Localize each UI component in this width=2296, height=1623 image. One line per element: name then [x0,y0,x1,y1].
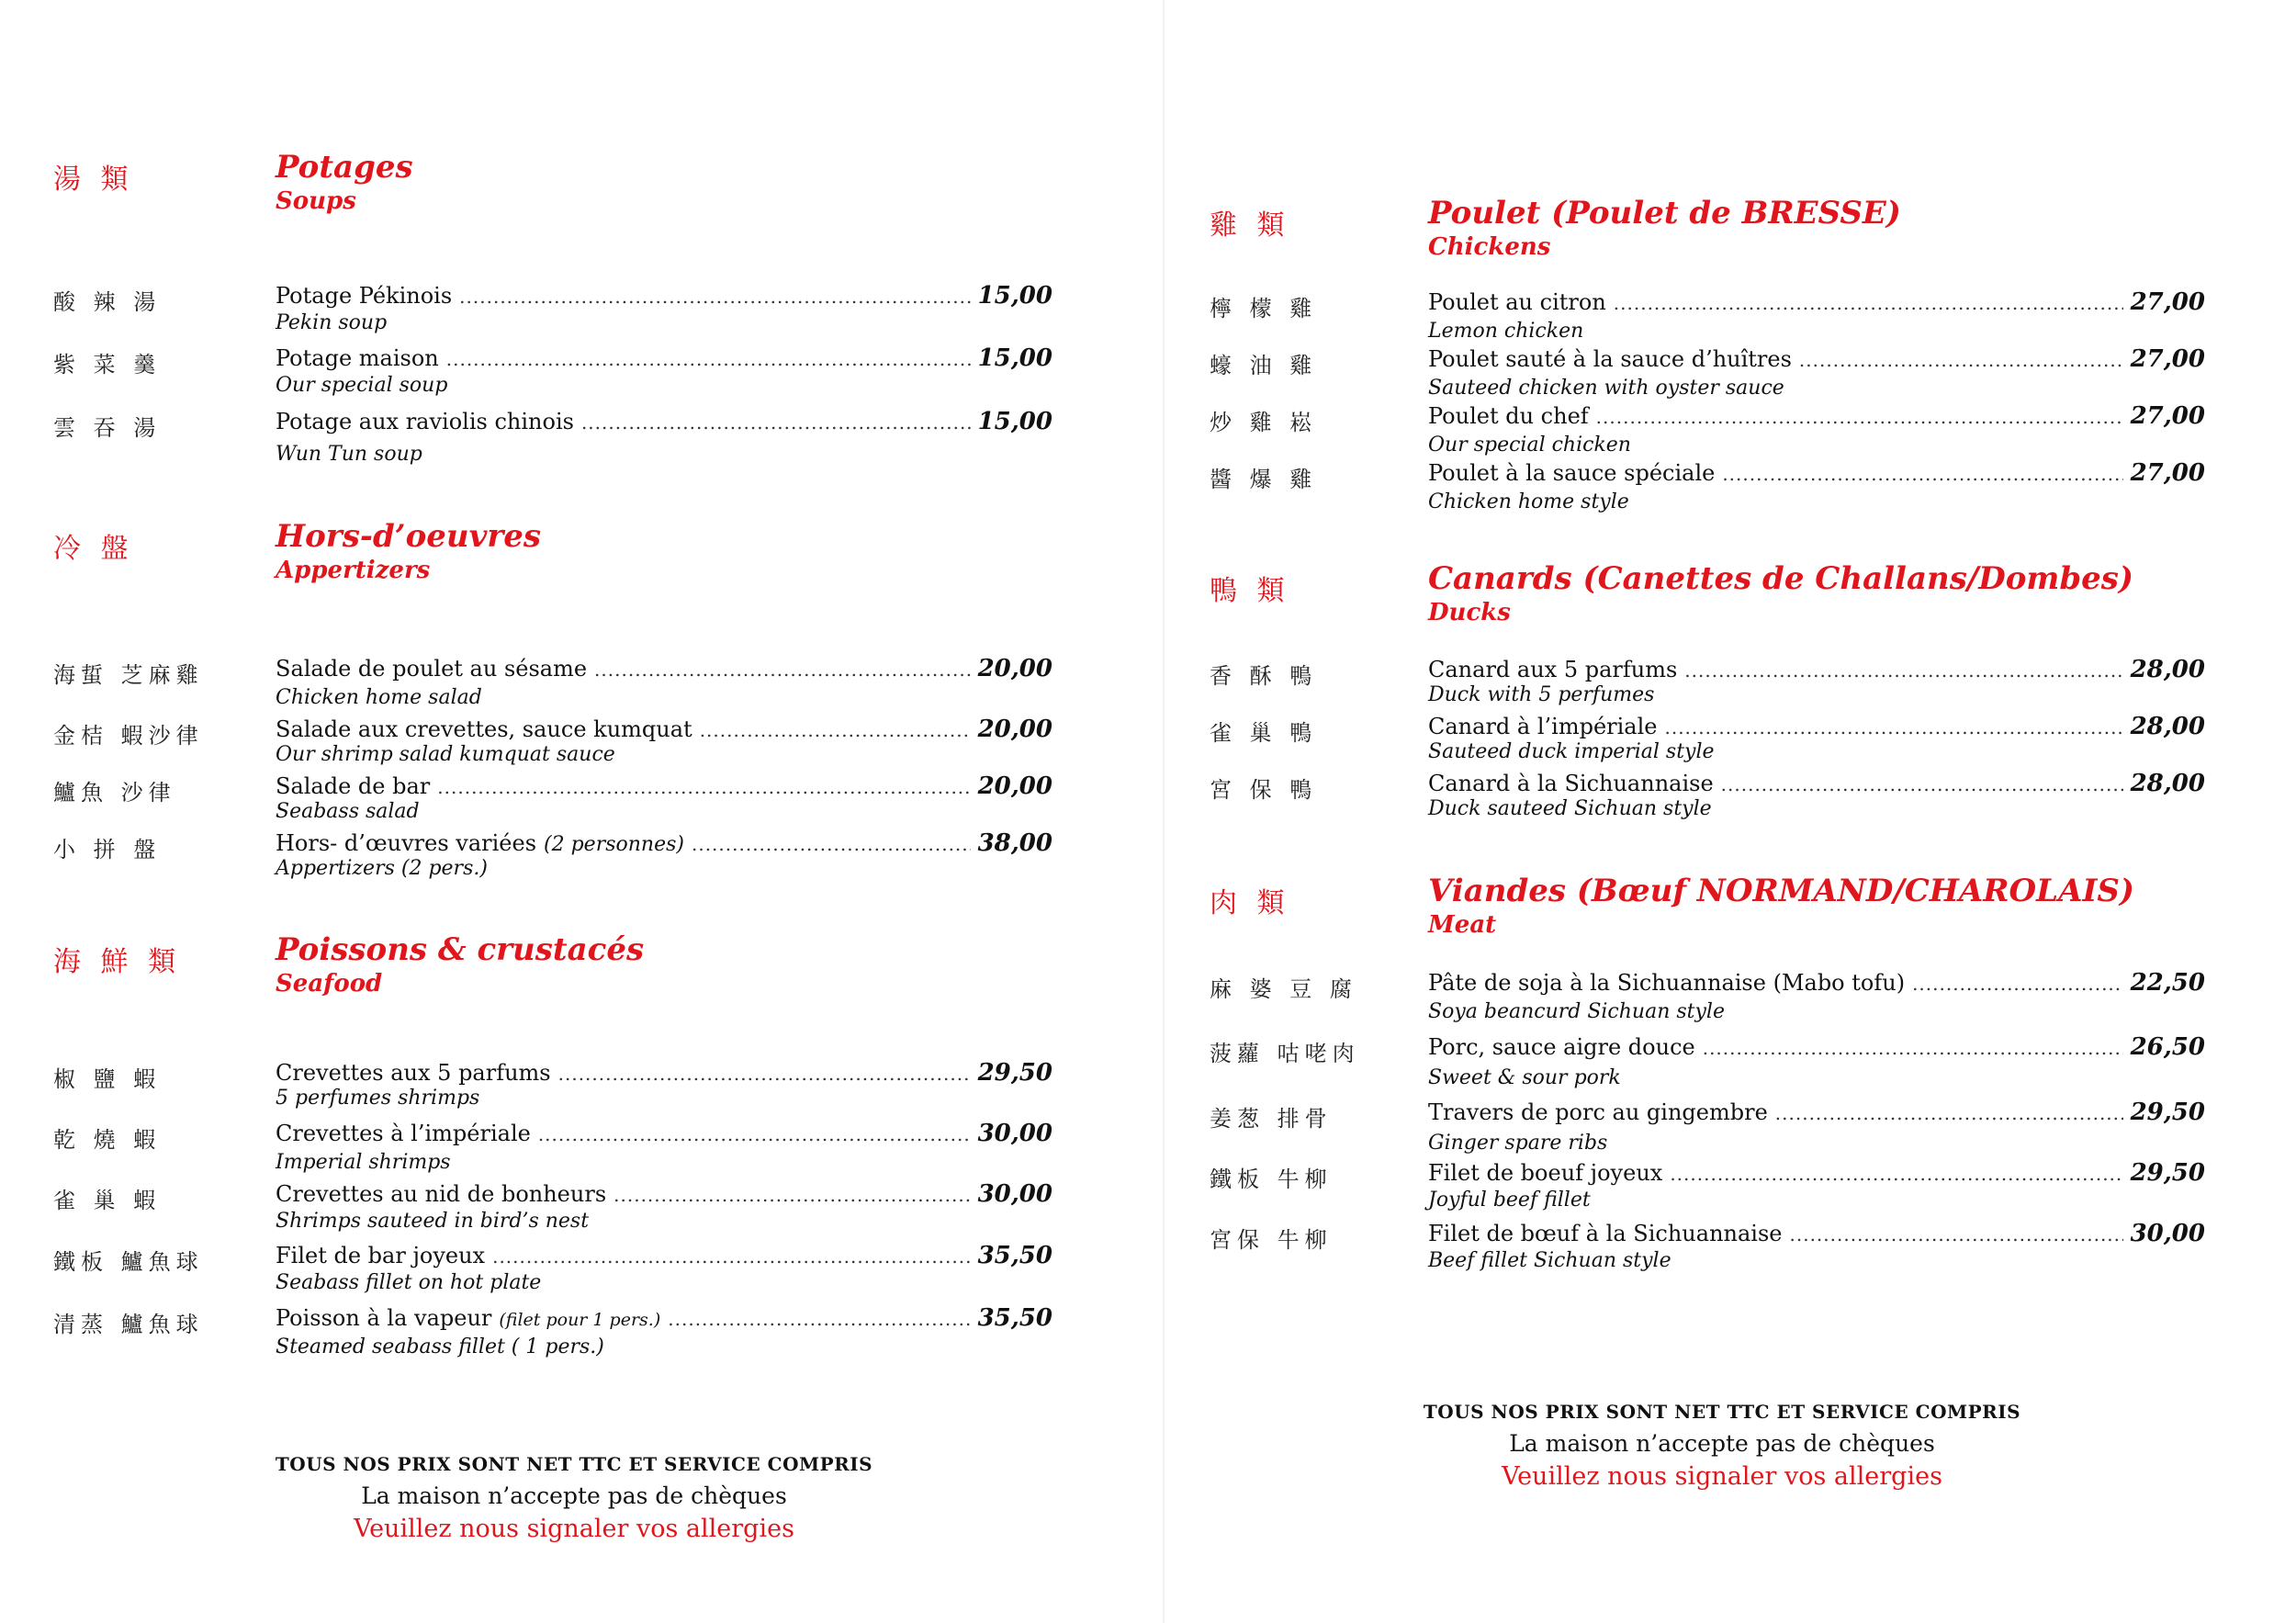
menu-footer [1148,1401,2296,1491]
menu-item [0,1242,1148,1304]
footer-prices-note: TOUS NOS PRIX SONT NET TTC ET SERVICE COMPRIS [275,1453,873,1475]
item-en: Imperial shrimps [276,1151,451,1174]
item-fr: Salade aux crevettes, sauce kumquat [276,716,692,742]
item-price: 28,00 [2130,656,2205,683]
item-en: Sweet & sour pork [1428,1066,1621,1089]
item-en: Seabass fillet on hot plate [276,1271,542,1294]
section-subtitle: Meat [1428,911,1497,939]
menu-item [0,716,1148,778]
leader-dots [459,286,970,308]
item-zh: 菠蘿 咕咾肉 [1210,1041,1360,1066]
menu-item [0,1180,1148,1243]
item-fr: Crevettes aux 5 parfums [276,1060,551,1086]
item-en: Our special chicken [1428,434,1631,456]
item-zh: 麻 婆 豆 腐 [1210,976,1357,1002]
item-fr: Poulet au citron [1428,289,1606,315]
item-price: 38,00 [977,829,1052,857]
item-fr: Poisson à la vapeur [276,1305,492,1331]
leader-dots [538,1123,971,1145]
menu-item [1148,656,2296,718]
item-fr: Potage Pékinois [276,283,453,309]
item-price: 29,50 [977,1059,1052,1087]
section-zh-title: 湯 類 [53,163,134,196]
menu-item [0,1059,1148,1121]
leader-dots [594,659,971,681]
menu-item [1148,713,2296,775]
leader-dots [1775,1102,2123,1124]
item-en: Chicken home style [1428,490,1629,513]
leader-dots [1614,292,2123,314]
item-zh: 酸 辣 湯 [53,289,162,315]
item-zh: 宮 保 鴨 [1210,777,1318,803]
item-fr: Poulet à la sauce spéciale [1428,460,1716,486]
item-price: 20,00 [977,655,1052,682]
leader-dots [1722,463,2122,485]
section-subtitle: Chickens [1428,233,1551,261]
leader-dots [1721,773,2123,795]
item-price: 27,00 [2130,402,2205,430]
section-zh-title: 海 鮮 類 [53,946,182,978]
section-title: Potages [276,149,413,186]
leader-dots [668,1308,970,1330]
section-subtitle: Ducks [1428,599,1511,626]
item-zh: 海蜇 芝麻雞 [53,662,204,688]
section-zh-title: 鴨 類 [1210,575,1290,607]
item-fr: Filet de boeuf joyeux [1428,1160,1663,1186]
section-title: Canards (Canettes de Challans/Dombes) [1428,560,2134,597]
item-zh: 鐵板 牛柳 [1210,1167,1333,1192]
item-zh: 醬 爆 雞 [1210,467,1318,492]
menu-item [0,829,1148,892]
item-fr: Pâte de soja à la Sichuannaise (Mabo tofu) [1428,970,1906,996]
item-price: 28,00 [2130,770,2205,797]
section-zh-title: 肉 類 [1210,887,1290,919]
item-en: Lemon chicken [1428,320,1584,343]
menu-item [0,772,1148,835]
item-en: Ginger spare ribs [1428,1132,1608,1155]
leader-dots [1670,1163,2122,1185]
item-en: Wun Tun soup [276,443,422,466]
item-price: 20,00 [977,772,1052,800]
menu-item [0,282,1148,344]
item-fr: Filet de bar joyeux [276,1243,486,1268]
item-price: 26,50 [2130,1033,2205,1061]
item-price: 15,00 [977,344,1052,372]
item-en: Soya beancurd Sichuan style [1428,1000,1725,1023]
item-en: 5 perfumes shrimps [276,1087,480,1110]
item-zh: 金桔 蝦沙律 [53,723,204,749]
section-subtitle: Seafood [276,970,383,997]
leader-dots [1790,1223,2123,1245]
menu-item [0,1304,1148,1367]
item-en: Sauteed duck imperial style [1428,740,1715,763]
item-en: Shrimps sauteed in bird’s nest [276,1210,590,1233]
item-price: 22,50 [2130,969,2205,997]
menu-item [0,655,1148,717]
footer-allergies-note: Veuillez nous signaler vos allergies [1502,1462,1942,1491]
menu-item [1148,402,2296,465]
leader-dots [613,1184,970,1206]
section-zh-title: 冷 盤 [53,533,134,565]
item-fr: Hors- d’œuvres variées [276,830,537,856]
section-title: Poissons & crustacés [276,931,645,968]
item-zh: 蠔 油 雞 [1210,353,1318,378]
leader-dots [1912,973,2123,995]
menu-item [1148,288,2296,351]
item-note: (2 personnes) [544,833,684,856]
menu-item [1148,1099,2296,1161]
item-en: Duck sauteed Sichuan style [1428,797,1712,820]
item-fr: Potage maison [276,345,439,371]
item-fr: Canard aux 5 parfums [1428,657,1678,682]
item-zh: 紫 菜 羹 [53,352,162,378]
leader-dots [1799,349,2123,371]
item-fr: Salade de poulet au sésame [276,656,588,682]
item-en: Pekin soup [276,311,388,334]
item-en: Joyful beef fillet [1428,1189,1591,1212]
item-zh: 雀 巢 蝦 [53,1188,162,1213]
item-zh: 炒 雞 崧 [1210,410,1318,435]
item-price: 27,00 [2130,345,2205,373]
section-zh-title: 雞 類 [1210,209,1290,242]
item-fr: Crevettes à l’impériale [276,1121,531,1146]
leader-dots [581,411,971,434]
item-zh: 雲 吞 湯 [53,415,162,441]
item-fr: Poulet sauté à la sauce d’huîtres [1428,346,1792,372]
item-en: Sauteed chicken with oyster sauce [1428,377,1784,400]
item-zh: 雀 巢 鴨 [1210,720,1318,746]
menu-item [0,344,1148,407]
item-en: Beef fillet Sichuan style [1428,1249,1671,1272]
menu-item [1148,1159,2296,1222]
section-title: Poulet (Poulet de BRESSE) [1428,195,1901,231]
item-zh: 小 拼 盤 [53,837,162,862]
item-en: Duck with 5 perfumes [1428,683,1655,706]
item-zh: 宮保 牛柳 [1210,1227,1333,1253]
footer-allergies-note: Veuillez nous signaler vos allergies [354,1515,794,1543]
leader-dots [1596,406,2123,428]
section-title: Viandes (Bœuf NORMAND/CHAROLAIS) [1428,873,2135,909]
item-price: 30,00 [977,1120,1052,1147]
item-note: (filet pour 1 pers.) [499,1310,661,1330]
item-zh: 乾 燒 蝦 [53,1127,162,1153]
leader-dots [1664,716,2122,738]
footer-cheques-note: La maison n’accepte pas de chèques [361,1482,787,1509]
leader-dots [446,348,971,370]
menu-footer [0,1453,1148,1543]
item-fr: Poulet du chef [1428,403,1589,429]
item-price: 15,00 [977,282,1052,310]
section-title: Hors-d’oeuvres [276,518,542,555]
item-fr: Porc, sauce aigre douce [1428,1034,1695,1060]
item-fr: Travers de porc au gingembre [1428,1099,1768,1125]
item-zh: 鐵板 鱸魚球 [53,1249,204,1275]
item-price: 29,50 [2130,1099,2205,1126]
right-menu-page [1148,0,2296,1623]
item-price: 30,00 [977,1180,1052,1208]
menu-item [1148,459,2296,522]
menu-item [1148,1033,2296,1096]
menu-item [1148,1220,2296,1282]
item-en: Our special soup [276,374,448,397]
item-zh: 鱸魚 沙律 [53,780,176,806]
footer-prices-note: TOUS NOS PRIX SONT NET TTC ET SERVICE COMPRIS [1423,1401,2021,1423]
item-price: 35,50 [977,1242,1052,1269]
item-zh: 檸 檬 雞 [1210,296,1318,321]
item-en: Our shrimp salad kumquat sauce [276,743,615,766]
item-fr: Canard à la Sichuannaise [1428,771,1714,796]
item-en: Seabass salad [276,800,420,823]
item-zh: 清蒸 鱸魚球 [53,1312,204,1337]
item-price: 35,50 [977,1304,1052,1332]
menu-item [0,408,1148,470]
footer-cheques-note: La maison n’accepte pas de chèques [1509,1430,1935,1457]
item-en: Appertizers (2 pers.) [276,857,488,880]
item-fr: Canard à l’impériale [1428,714,1658,739]
item-price: 28,00 [2130,713,2205,740]
item-price: 20,00 [977,716,1052,743]
item-price: 15,00 [977,408,1052,435]
item-price: 30,00 [2130,1220,2205,1247]
menu-item [0,1120,1148,1182]
item-en: Steamed seabass fillet ( 1 pers.) [276,1336,604,1358]
item-zh: 姜葱 排骨 [1210,1106,1333,1132]
item-zh: 香 酥 鴨 [1210,663,1318,689]
leader-dots [558,1063,971,1085]
leader-dots [692,833,971,855]
item-fr: Filet de bœuf à la Sichuannaise [1428,1221,1783,1246]
leader-dots [492,1245,970,1268]
item-fr: Crevettes au nid de bonheurs [276,1181,607,1207]
item-price: 27,00 [2130,459,2205,487]
section-subtitle: Appertizers [276,557,431,584]
item-fr: Potage aux raviolis chinois [276,409,574,434]
menu-item [1148,345,2296,408]
item-fr: Salade de bar [276,773,431,799]
item-price: 27,00 [2130,288,2205,316]
leader-dots [1684,659,2122,682]
item-zh: 椒 鹽 蝦 [53,1066,162,1092]
menu-item [1148,770,2296,832]
item-price: 29,50 [2130,1159,2205,1187]
leader-dots [1703,1037,2123,1059]
leader-dots [437,776,970,798]
leader-dots [700,719,971,741]
item-en: Chicken home salad [276,686,482,709]
menu-item [1148,969,2296,1031]
section-subtitle: Soups [276,187,356,215]
